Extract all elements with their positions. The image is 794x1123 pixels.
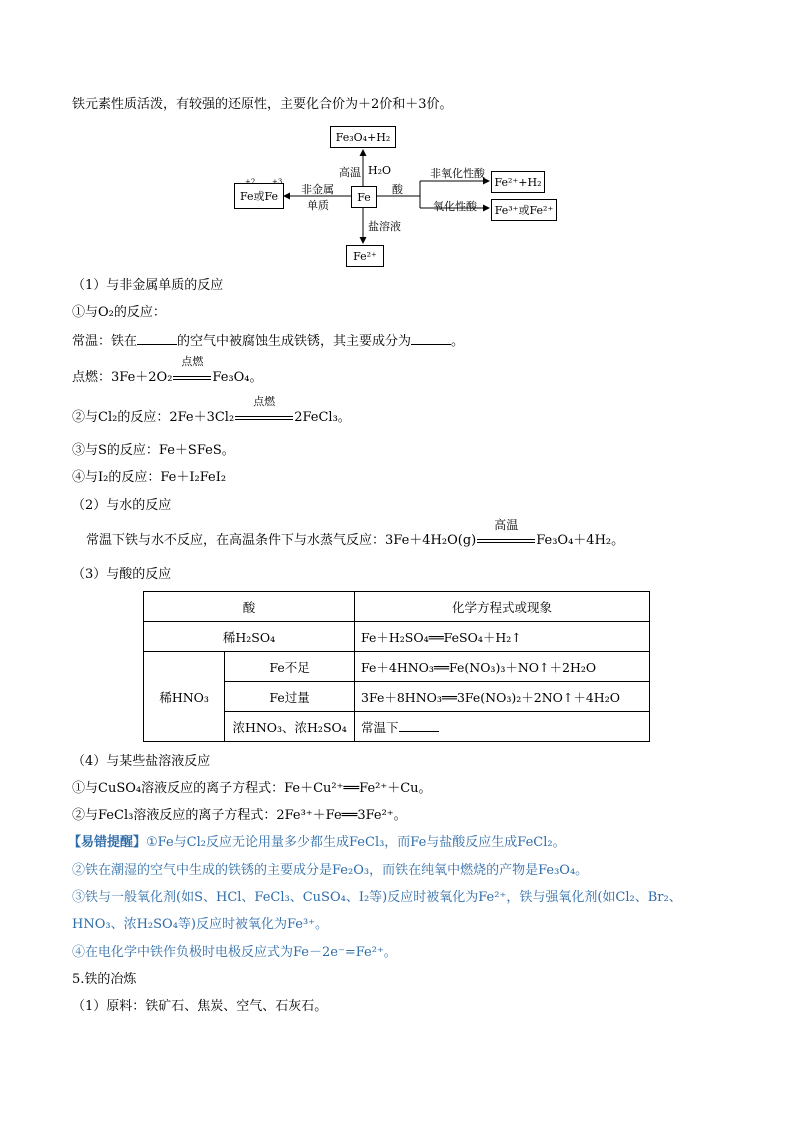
tip-2: ②铁在潮湿的空气中生成的铁锈的主要成分是Fe₂O₃，而铁在纯氧中燃烧的产物是Fe₃O₄。 <box>72 863 589 878</box>
cell-dilute-hno3: 稀HNO₃ <box>144 652 225 742</box>
cell-fe-insufficient: Fe不足 <box>225 652 355 682</box>
fe2-h2-box: Fe²⁺+H₂ <box>491 171 545 193</box>
valence-plus3: +3 <box>271 178 283 186</box>
ignite-pre: 点燃：3Fe＋2O₂ <box>72 370 173 385</box>
cell-conc-result <box>355 712 650 742</box>
fe-valence-text: Fe或Fe <box>239 190 279 203</box>
cell-conc-acids: 浓HNO₃、浓H₂SO₄ <box>225 712 355 742</box>
oxidizing-acid-label: 氧化性酸 <box>433 200 477 213</box>
section3-title: （3）与酸的反应 <box>72 567 172 582</box>
tip-4: ④在电化学中铁作负极时电极反应式为Fe－2e⁻=Fe²⁺。 <box>72 945 397 960</box>
water-equation <box>86 518 625 550</box>
tip-1 <box>68 834 566 852</box>
high-temp-label: 高温 <box>339 166 361 179</box>
ignite-post: Fe₃O₄。 <box>212 370 263 385</box>
blank-2 <box>411 332 451 345</box>
ignite-condition: 点燃 <box>181 355 204 368</box>
water-label: H₂O <box>368 164 392 177</box>
cell-dilute-h2so4: 稀H₂SO₄ <box>144 622 355 652</box>
fe3-or-fe2-box: Fe³⁺或Fe²⁺ <box>491 199 557 221</box>
raw-materials: （1）原料：铁矿石、焦炭、空气、石灰石。 <box>72 999 328 1014</box>
acid-reaction-table <box>143 591 650 742</box>
cl2-condition: 点燃 <box>253 395 276 408</box>
room-temp-line <box>72 332 464 351</box>
fe-valence-box <box>234 178 284 209</box>
water-condition: 高温 <box>494 518 519 532</box>
ignite-condition-sign <box>172 355 212 387</box>
section5-title: 5.铁的冶炼 <box>72 972 137 987</box>
section4-title: （4）与某些盐溶液反应 <box>72 754 211 769</box>
water-condition-sign <box>476 518 536 550</box>
fecl3-reaction: ②与FeCl₃溶液反应的离子方程式：2Fe³⁺＋Fe══3Fe²⁺。 <box>72 808 407 823</box>
room-pre: 常温：铁在 <box>72 334 138 349</box>
room-mid: 的空气中被腐蚀生成铁锈，其主要成分为 <box>177 334 412 349</box>
section2-title: （2）与水的反应 <box>72 498 172 513</box>
blank-3 <box>399 719 439 732</box>
section1-title: （1）与非金属单质的反应 <box>72 278 224 293</box>
tips-tag: 【易错提醒】 <box>68 835 147 850</box>
ignite-equation <box>72 355 263 387</box>
diagram-arrows <box>0 0 794 280</box>
water-post: Fe₃O₄＋4H₂。 <box>536 533 625 548</box>
fe3o4-h2-box: Fe₃O₄+H₂ <box>330 126 396 148</box>
s-reaction: ③与S的反应：Fe＋SFeS。 <box>72 443 235 458</box>
valence-plus2: +2 <box>244 178 256 186</box>
cl2-equation <box>72 395 351 427</box>
tip-3b: HNO₃、浓H₂SO₄等)反应时被氧化为Fe³⁺。 <box>72 917 329 932</box>
nonmetal-label-bottom: 单质 <box>307 199 329 212</box>
room-end: 。 <box>451 334 465 349</box>
table-row <box>144 622 650 652</box>
cell-hno3-eq2: 3Fe＋8HNO₃══3Fe(NO₃)₂＋2NO↑＋4H₂O <box>355 682 650 712</box>
i2-reaction: ④与I₂的反应：Fe＋I₂FeI₂ <box>72 470 227 485</box>
nonmetal-label-top: 非金属 <box>301 183 334 196</box>
fe-center-box: Fe <box>351 186 377 208</box>
tip-3a: ③铁与一般氧化剂(如S、HCl、FeCl₃、CuSO₄、I₂等)反应时被氧化为Fe²⁺，铁与强氧化剂(如Cl₂、Br₂、 <box>72 890 682 905</box>
fe2-box: Fe²⁺ <box>346 245 384 267</box>
table-header-row <box>144 592 650 622</box>
o2-reaction-title: ①与O₂的反应： <box>72 305 166 320</box>
cell-fe-excess: Fe过量 <box>225 682 355 712</box>
header-equation: 化学方程式或现象 <box>355 592 650 622</box>
table-row <box>144 652 650 682</box>
cuso4-reaction: ①与CuSO₄溶液反应的离子方程式：Fe＋Cu²⁺══Fe²⁺＋Cu。 <box>72 781 432 796</box>
salt-solution-label: 盐溶液 <box>368 220 401 233</box>
cl2-pre: ②与Cl₂的反应：2Fe＋3Cl₂ <box>72 410 235 425</box>
cl2-condition-sign <box>234 395 294 427</box>
intro-text: 铁元素性质活泼，有较强的还原性，主要化合价为＋2价和＋3价。 <box>72 97 453 112</box>
cell-h2so4-eq: Fe＋H₂SO₄══FeSO₄＋H₂↑ <box>355 622 650 652</box>
blank-1 <box>137 332 177 345</box>
acid-label: 酸 <box>392 183 403 196</box>
non-oxidizing-acid-label: 非氧化性酸 <box>430 167 485 180</box>
water-pre: 常温下铁与水不反应，在高温条件下与水蒸气反应：3Fe＋4H₂O(g) <box>86 533 477 548</box>
header-acid: 酸 <box>144 592 355 622</box>
cl2-post: 2FeCl₃。 <box>294 410 351 425</box>
tip-1-text: ①Fe与Cl₂反应无论用量多少都生成FeCl₃，而Fe与盐酸反应生成FeCl₂。 <box>146 835 566 850</box>
cell-hno3-eq1: Fe＋4HNO₃══Fe(NO₃)₃＋NO↑＋2H₂O <box>355 652 650 682</box>
conc-result-text: 常温下 <box>361 719 399 735</box>
